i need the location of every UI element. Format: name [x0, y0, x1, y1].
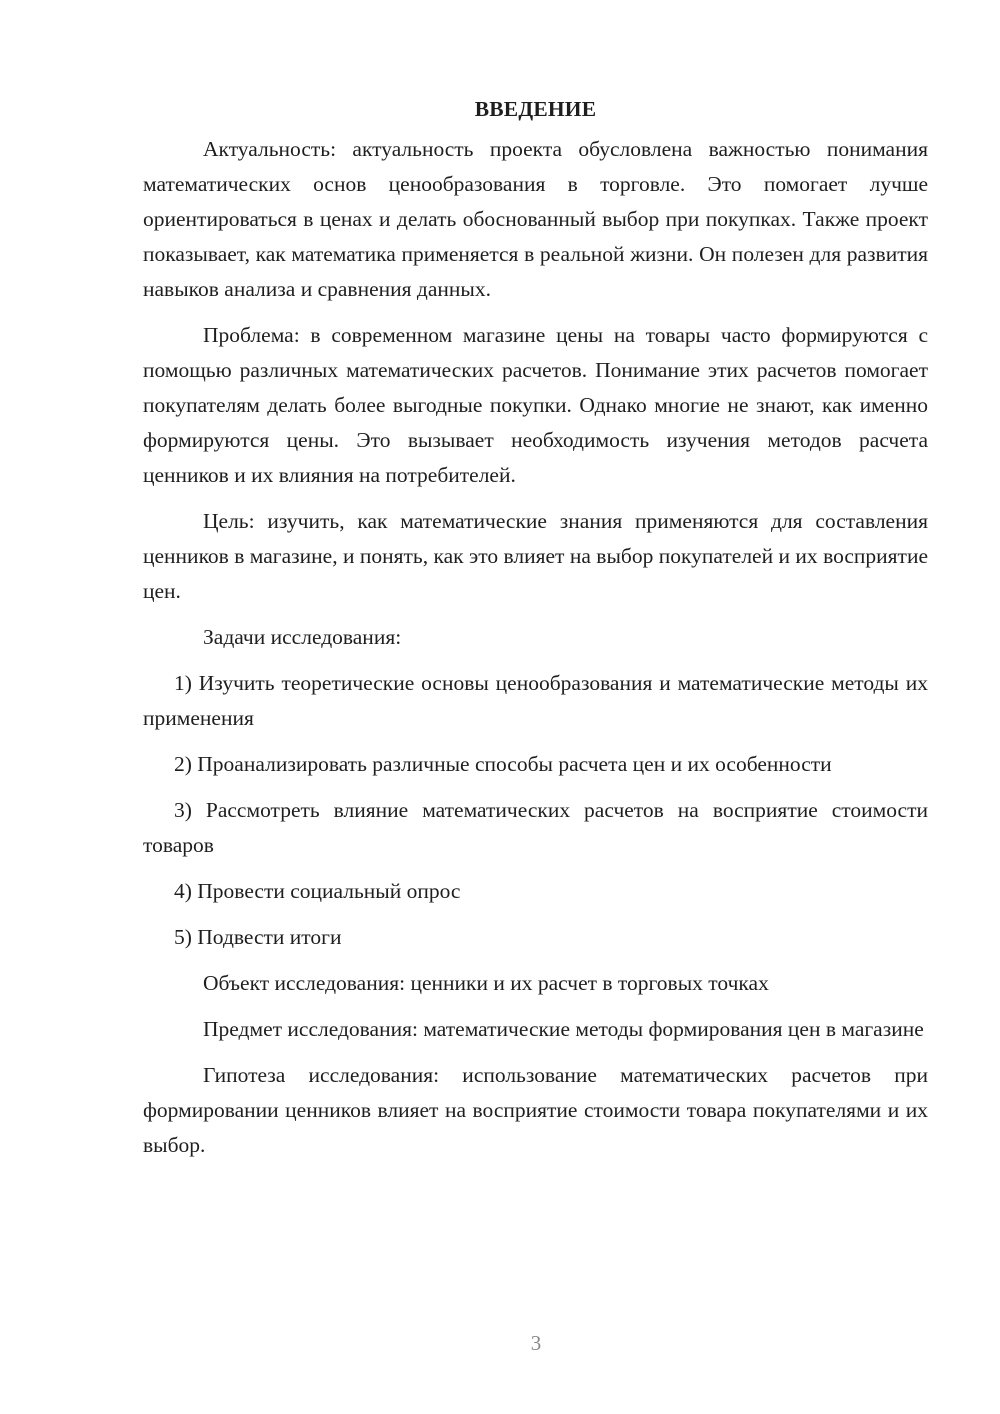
task-item: 4) Провести социальный опрос [174, 879, 461, 903]
paragraph-subject: Предмет исследования: математические методы формирования цен в магазине [203, 1017, 924, 1041]
tasks-heading: Задачи исследования: [203, 625, 402, 649]
paragraph-goal: Цель: изучить, как математические знания применяются для составления ценников в магазине, и понять, как это влияет на выбор покупателей и их восприятие цен. [143, 509, 928, 603]
document-page [143, 92, 928, 1174]
page-number: 3 [530, 1331, 542, 1355]
task-item: 5) Подвести итоги [174, 925, 342, 949]
task-item: 1) Изучить теоретические основы ценообразования и математические методы их применения [143, 671, 928, 730]
task-item: 2) Проанализировать различные способы расчета цен и их особенности [174, 752, 832, 776]
paragraph-relevance: Актуальность: актуальность проекта обусловлена важностью понимания математических основ ценообразования в торговле. Это помогает лучше ориентироваться в ценах и делать обоснованный выбор при покупках. Также проект показывает, как математика применяется в реальной жизни. Он полезен для развития навыков анализа и сравнения данных. [143, 137, 928, 301]
tasks-list [143, 666, 928, 955]
section-title: ВВЕДЕНИЕ [474, 97, 597, 121]
task-item: 3) Рассмотреть влияние математических расчетов на восприятие стоимости товаров [143, 798, 928, 857]
paragraph-object: Объект исследования: ценники и их расчет в торговых точках [203, 971, 769, 995]
paragraph-hypothesis: Гипотеза исследования: использование математических расчетов при формировании ценников влияет на восприятие стоимости товара покупателями и их выбор. [143, 1063, 928, 1157]
paragraph-problem: Проблема: в современном магазине цены на товары часто формируются с помощью различных математических расчетов. Понимание этих расчетов помогает покупателям делать более выгодные покупки. Однако многие не знают, как именно формируются цены. Это вызывает необходимость изучения методов расчета ценников и их влияния на потребителей. [143, 323, 928, 487]
